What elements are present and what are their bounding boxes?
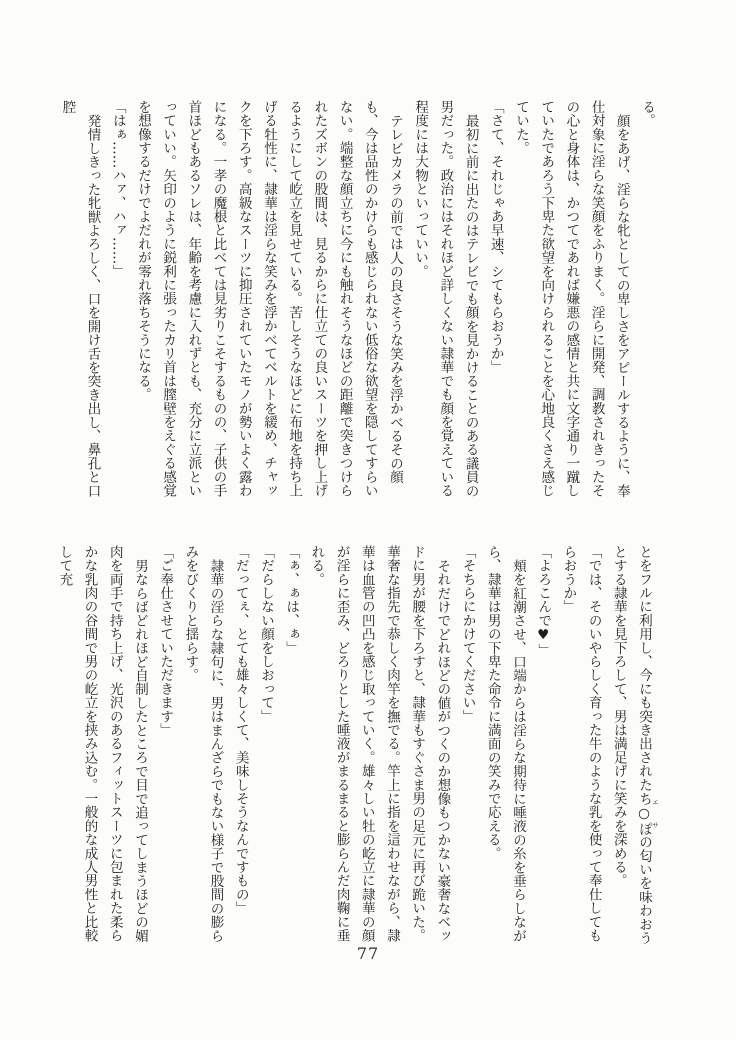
paragraph: 「ご奉仕させていただきます」 <box>157 545 174 737</box>
paragraph: 「そちらにかけてください」 <box>459 545 476 724</box>
text-block-top <box>54 100 659 506</box>
paragraph: 「さて、それじゃあ早速、シてもらおうか」 <box>487 100 504 374</box>
paragraph: 顔をあげ、淫らな牝としての卑しさをアピールするように、奉仕対象に淫らな笑顔をふりまく。淫らに開発、調教されきったその心と身体は、かつてであれば嫌悪の感情と共に文字通り一蹴していたであろう下卑た欲望を向けられることを心地良くさえ感じていた。 <box>512 100 630 498</box>
paragraph: 隷華の淫らな隷句に、男はまんざらでもない様子で股間の膨らみをびくりと揺らす。 <box>182 545 224 943</box>
paragraph: 「ぁ、ぁは、ぁ」 <box>283 545 300 655</box>
paragraph: 「だらしない顔をしおって」 <box>257 545 274 724</box>
paragraph: 「よろこんで♥」 <box>535 545 552 658</box>
paragraph: 男ならばどれほど自制したところで目で追ってしまうほどの媚肉を両手で持ち上げ、光沢のあるフィットスーツに包まれた柔らかな乳肉の谷間で男の屹立を挟み込む。一般的な成人男性と比較して充 <box>56 545 148 943</box>
paragraph: る。 <box>639 100 655 128</box>
paragraph: とをフルに利用し、今にも突き出されたち○ぽ エサの匂いを味わおうとする隷華を見下ろして、男は満足げに笑みを深める。 <box>610 545 659 945</box>
paragraph: 頬を紅潮させ、口端からは淫らな期待に唾液の糸を垂らしながら、隷華は男の下卑た命令に満面の笑みで応える。 <box>484 545 526 943</box>
page-number: 77 <box>356 944 380 963</box>
paragraph: 「はぁ……ハァ、ハァ……」 <box>109 100 126 279</box>
paragraph: 最初に前に出たのはテレビでも顔を見かけることのある議員の男だった。政治にはそれほど詳しくない隷華でも顔を覚えている程度には大物といっていい。 <box>412 100 479 498</box>
text-block-bottom <box>51 545 659 951</box>
paragraph: 「だってぇ、とても雄々しくて、美味しそうなんですもの」 <box>232 545 249 915</box>
paragraph: それだけでどれほどの値がつくのか想像もつかない豪奢なベッドに男が腰を下ろすと、隷華もすぐさま男の足元に再び跪いた。華奢な指先で恭しく肉竿を撫でる。竿上に指を這わせながら、隷華は血管の凹凸を感じ取っていく。雄々しい牡の屹立に隷華の顔が淫らに歪み、どろりとした唾液がまるまると膨らんだ肉鞠に垂れる。 <box>308 545 451 943</box>
ruby-annotated-word: ち○ぽ エサ <box>636 791 659 836</box>
paragraph: テレビカメラの前では人の良さそうな笑みを浮かべるその顔も、今は品性のかけらも感じられない低俗な欲望を隠してすらいない。端整な顔立ちに今にも触れそうなほどの距離で突きつけられたズボンの股間は、見るからに仕立ての良いスーツを押し上げるようにして屹立を見せている。苦しそうなほどに布地を持ち上げる牡性に、隷華は淫らな笑みを浮かべてベルトを緩め、チャックを下ろす。高級なスーツに抑圧されていたモノが勢いよく露わになる。一孝の魔根と比べては見劣りこそするものの、子供の手首ほどもあるソレは、年齢を考慮に入れずとも、充分に立派といっていい。矢印のように鋭利に張ったカリ首は膣壁をえぐる感覚を想像するだけでよだれが零れ落ちそうになる。 <box>134 100 403 498</box>
paragraph: 「では、そのいやらしく育った牛のような乳を使って奉仕してもらおうか」 <box>560 545 602 943</box>
paragraph: 発情しきった牝獣よろしく、口を開け舌を突き出し、鼻孔と口腔 <box>59 100 101 498</box>
